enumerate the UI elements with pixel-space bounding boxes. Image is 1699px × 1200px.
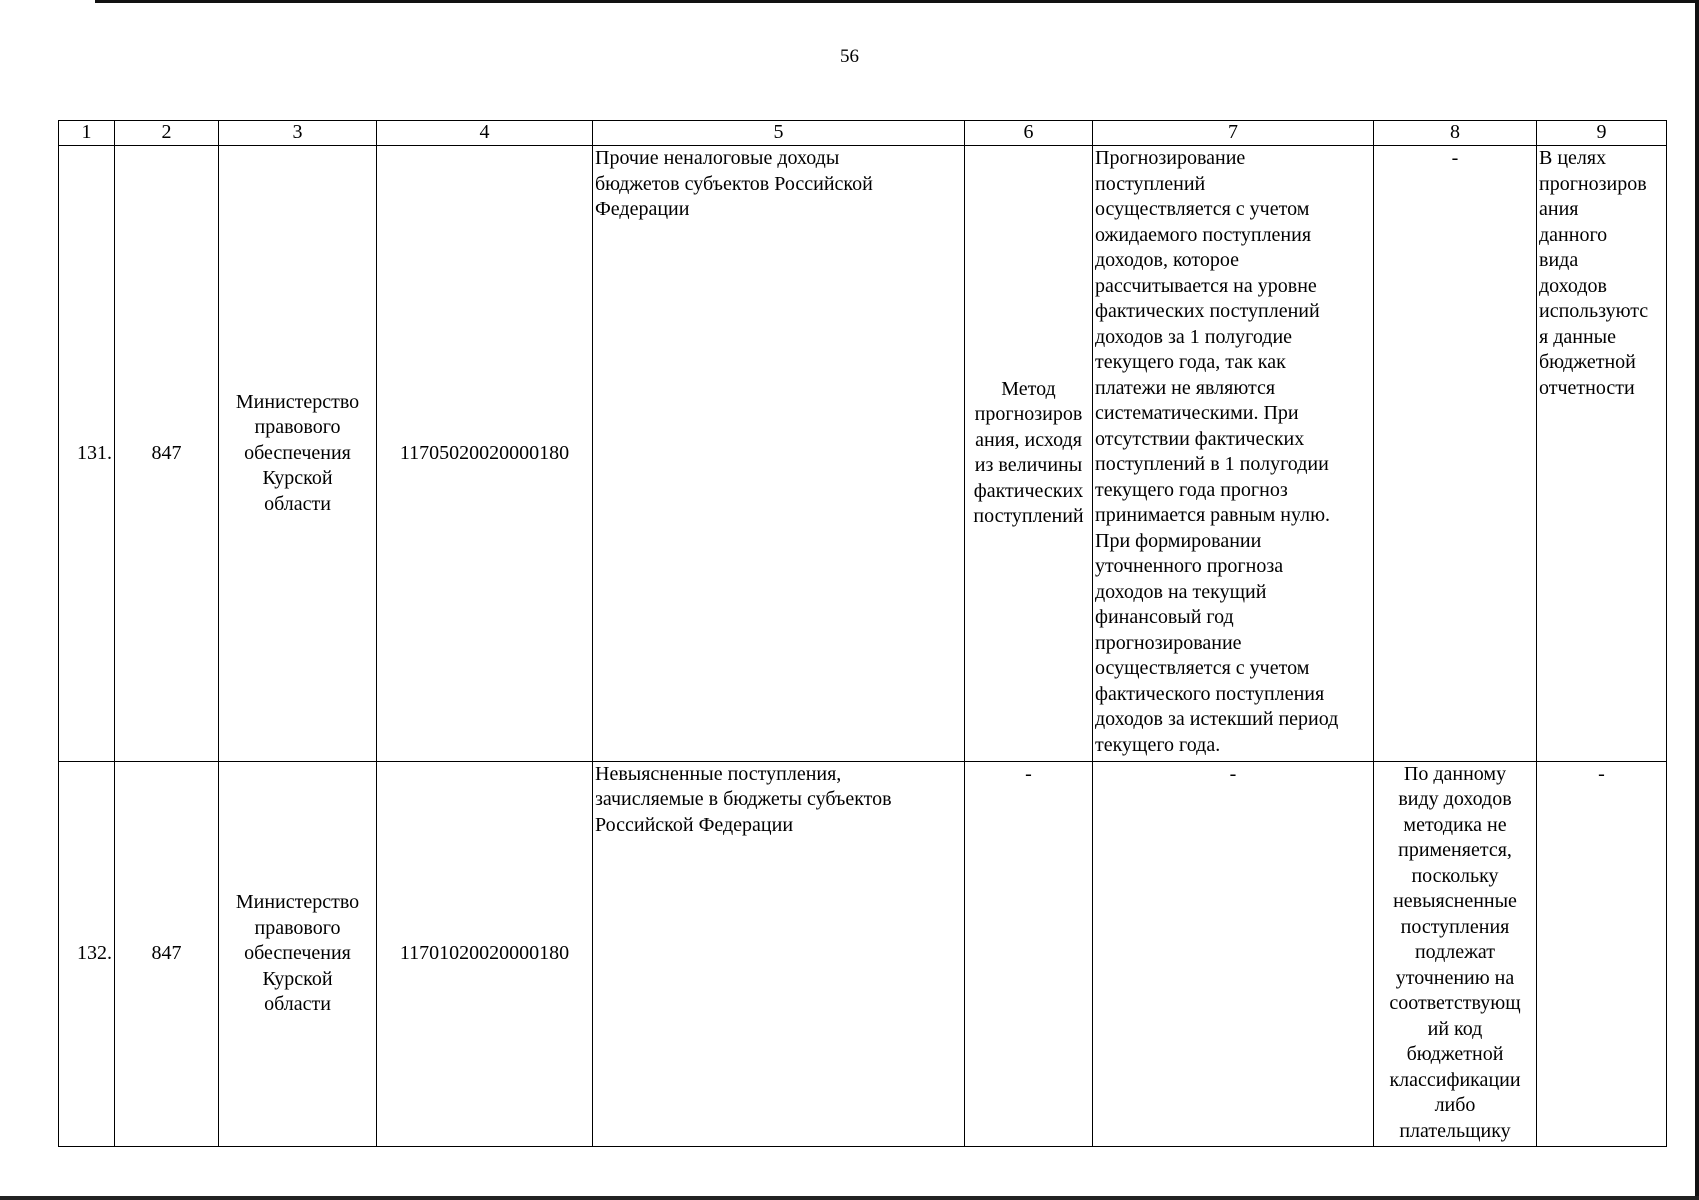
administrator-cell	[219, 146, 377, 762]
col-header-4: 4	[377, 121, 593, 146]
method-text: Метод прогнозиров ания, исходя из величины фактических поступлений	[973, 377, 1084, 528]
col-header-8: 8	[1374, 121, 1537, 146]
col8-cell	[1374, 761, 1537, 1146]
algorithm-cell: -	[1093, 761, 1374, 1146]
method-cell: -	[965, 761, 1093, 1146]
col8-cell: -	[1374, 146, 1537, 762]
col-header-6: 6	[965, 121, 1093, 146]
col-header-7: 7	[1093, 121, 1374, 146]
row-number-cell: 131.	[59, 146, 115, 762]
kbk-cell: 11705020020000180	[377, 146, 593, 762]
scan-edge-bottom	[0, 1196, 1699, 1200]
header-row	[59, 121, 1667, 146]
algorithm-cell	[1093, 146, 1374, 762]
revenue-name-text: Прочие неналоговые доходы бюджетов субъектов Российской Федерации	[595, 147, 873, 220]
kbk-cell: 11701020020000180	[377, 761, 593, 1146]
col9-cell	[1537, 146, 1667, 762]
col-header-5: 5	[593, 121, 965, 146]
revenue-name-text: Невыясненные поступления, зачисляемые в бюджеты субъектов Российской Федерации	[595, 762, 892, 836]
scan-edge-top	[95, 0, 1699, 3]
col8-text: По данному виду доходов методика не применяется, поскольку невыясненные поступления подлежат уточнению на соответствующ ий код бюджетной классификации либо плательщику	[1389, 762, 1521, 1142]
col-header-2: 2	[115, 121, 219, 146]
revenue-name-cell	[593, 761, 965, 1146]
scan-edge-right	[1695, 0, 1699, 1200]
administrator-cell	[219, 761, 377, 1146]
page-number: 56	[840, 46, 859, 67]
admin-code-cell: 847	[115, 146, 219, 762]
method-cell	[965, 146, 1093, 762]
revenue-forecast-table	[58, 120, 1667, 1147]
col9-cell: -	[1537, 761, 1667, 1146]
table-row	[59, 761, 1667, 1146]
col9-text: В целях прогнозиров ания данного вида доходов используютс я данные бюджетной отчетности	[1539, 147, 1649, 399]
col-header-1: 1	[59, 121, 115, 146]
row-number-cell: 132.	[59, 761, 115, 1146]
revenue-name-cell	[593, 146, 965, 762]
table-row	[59, 146, 1667, 762]
algorithm-text: Прогнозирование поступлений осуществляется с учетом ожидаемого поступления доходов, которое рассчитывается на уровне фактических поступлений доходов за 1 полугодие текущего года, так как платежи не являются систематическими. При отсутствии фактических поступлений в 1 полугодии текущего года прогноз принимается равным нулю. При формировании уточненного прогноза доходов на текущий финансовый год прогнозирование осуществляется с учетом фактического поступления доходов за истекший период текущего года.	[1095, 147, 1339, 756]
administrator-text: Министерство правового обеспечения Курской области	[235, 891, 360, 1016]
admin-code-cell: 847	[115, 761, 219, 1146]
administrator-text: Министерство правового обеспечения Курской области	[235, 390, 360, 515]
col-header-3: 3	[219, 121, 377, 146]
col-header-9: 9	[1537, 121, 1667, 146]
